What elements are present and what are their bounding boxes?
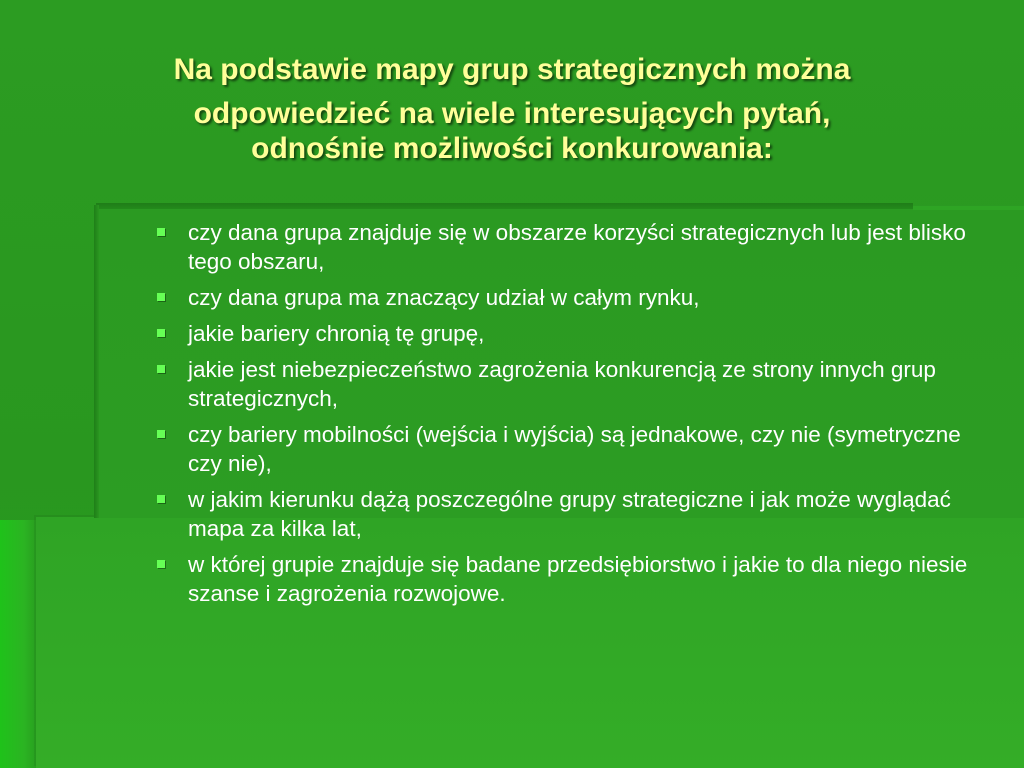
bullet-text: czy bariery mobilności (wejścia i wyjścia) są jednakowe, czy nie (symetryczne czy nie), (188, 422, 961, 476)
square-bullet-icon (157, 430, 165, 438)
decorative-left-glow (0, 520, 40, 768)
slide-title-line-1: Na podstawie mapy grup strategicznych można (173, 53, 851, 86)
bullet-item (155, 283, 985, 312)
bullet-list (155, 218, 985, 615)
square-bullet-icon (157, 560, 165, 568)
square-bullet-icon (157, 495, 165, 503)
bullet-text: w jakim kierunku dążą poszczególne grupy strategiczne i jak może wyglądać mapa za kilka lat, (188, 487, 951, 541)
bullet-text: czy dana grupa ma znaczący udział w całym rynku, (188, 285, 700, 310)
bullet-item (155, 420, 985, 478)
bullet-item (155, 485, 985, 543)
slide-title (60, 48, 964, 166)
square-bullet-icon (157, 293, 165, 301)
decorative-panel-edge-left (94, 205, 99, 518)
slide-title-line-3: odnośnie możliwości konkurowania: (251, 132, 773, 165)
decorative-panel-edge-right (913, 206, 1024, 210)
slide-title-line-2: odpowiedzieć na wiele interesujących pytań, (193, 97, 831, 130)
bullet-item (155, 319, 985, 348)
bullet-text: jakie bariery chronią tę grupę, (188, 321, 485, 346)
square-bullet-icon (157, 228, 165, 236)
bullet-item (155, 355, 985, 413)
bullet-text: jakie jest niebezpieczeństwo zagrożenia konkurencją ze strony innych grup strategicznych, (188, 357, 936, 411)
bullet-text: czy dana grupa znajduje się w obszarze korzyści strategicznych lub jest blisko tego obszaru, (188, 220, 966, 274)
bullet-text: w której grupie znajduje się badane przedsiębiorstwo i jakie to dla niego niesie szanse i zagrożenia rozwojowe. (188, 552, 968, 606)
bullet-item (155, 218, 985, 276)
decorative-panel-edge-top (96, 203, 913, 209)
square-bullet-icon (157, 365, 165, 373)
bullet-item (155, 550, 985, 608)
square-bullet-icon (157, 329, 165, 337)
